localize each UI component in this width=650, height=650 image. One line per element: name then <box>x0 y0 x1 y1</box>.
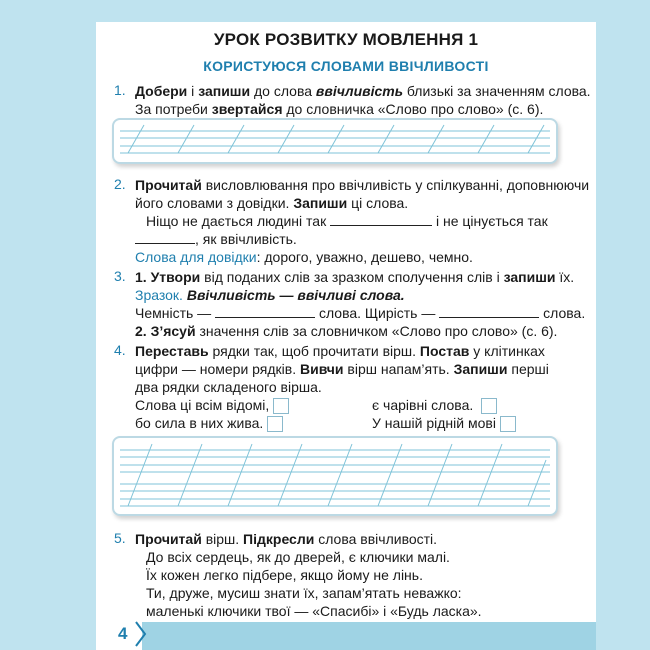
blank-field[interactable] <box>135 231 195 244</box>
task3-line1: 1. Утвори від поданих слів за зразком сполучення слів і запиши їх. <box>135 269 575 285</box>
task2-line2: його словами з довідки. Запиши ці слова. <box>135 195 409 211</box>
task-number-2: 2. <box>114 176 126 192</box>
task2-hint: Слова для довідки: дорого, уважно, дешево, чемно. <box>135 249 473 265</box>
blank-field[interactable] <box>330 213 432 226</box>
task-number-5: 5. <box>114 530 126 546</box>
task5-poem-1: До всіх сердець, як до дверей, є ключики малі. <box>146 549 450 565</box>
poem-line-d: У нашій рідній мові <box>372 414 516 432</box>
task3-line4: 2. З’ясуй значення слів за словничком «Слово про слово» (с. 6). <box>135 323 558 339</box>
number-box[interactable] <box>267 416 283 432</box>
number-box[interactable] <box>273 398 289 414</box>
task5-poem-3: Ти, друже, мусиш знати їх, запам’ятать неважко: <box>146 585 462 601</box>
poem-line-c: бо сила в них жива. <box>135 414 283 432</box>
left-band <box>0 0 96 650</box>
top-band <box>0 0 650 22</box>
task2-line4: , як ввічливість. <box>135 230 297 248</box>
task1-line2: За потреби звертайся до словничка «Слово про слово» (с. 6). <box>135 101 544 117</box>
task2-line3: Ніщо не дається людині так і не цінується так <box>146 213 548 229</box>
task4-line3: два рядки складеного вірша. <box>135 379 322 395</box>
task1-line1: Добери і запиши до слова ввічливість близькі за значенням слова. <box>135 83 591 99</box>
poem-line-a: Слова ці всім відомі, <box>135 396 289 414</box>
task4-line2: цифри — номери рядків. Вивчи вірш напам’ять. Запиши перші <box>135 361 549 377</box>
page-title: УРОК РОЗВИТКУ МОВЛЕННЯ 1 <box>213 30 479 49</box>
page-subtitle: КОРИСТУЮСЯ СЛОВАМИ ВВІЧЛИВОСТІ <box>203 58 489 74</box>
task5-poem-2: Їх кожен легко підбере, якщо йому не лінь. <box>146 567 423 583</box>
writing-area-1[interactable] <box>112 118 558 164</box>
blank-field[interactable] <box>439 305 539 318</box>
number-box[interactable] <box>481 398 497 414</box>
writing-area-2[interactable] <box>112 436 558 516</box>
task3-line3: Чемність — слова. Щирість — слова. <box>135 305 586 321</box>
poem-line-b: є чарівні слова. <box>372 396 497 414</box>
number-box[interactable] <box>500 416 516 432</box>
task-number-3: 3. <box>114 268 126 284</box>
task4-line1: Переставь рядки так, щоб прочитати вірш. Постав у клітинках <box>135 343 545 359</box>
footer-band <box>96 622 596 650</box>
right-band <box>596 0 650 650</box>
task3-example: Зразок. Ввічливість — ввічливі слова. <box>135 287 405 303</box>
task-number-1: 1. <box>114 82 126 98</box>
task2-line1: Прочитай висловлювання про ввічливість у спілкуванні, доповнюючи <box>135 177 590 193</box>
task5-line1: Прочитай вірш. Підкресли слова ввічливості. <box>135 531 438 547</box>
chevron-right-icon <box>134 620 148 648</box>
task-number-4: 4. <box>114 342 126 358</box>
page-number: 4 <box>118 624 128 643</box>
blank-field[interactable] <box>215 305 315 318</box>
task5-poem-4: маленькі ключики твої — «Спасибі» і «Будь ласка». <box>146 603 482 619</box>
